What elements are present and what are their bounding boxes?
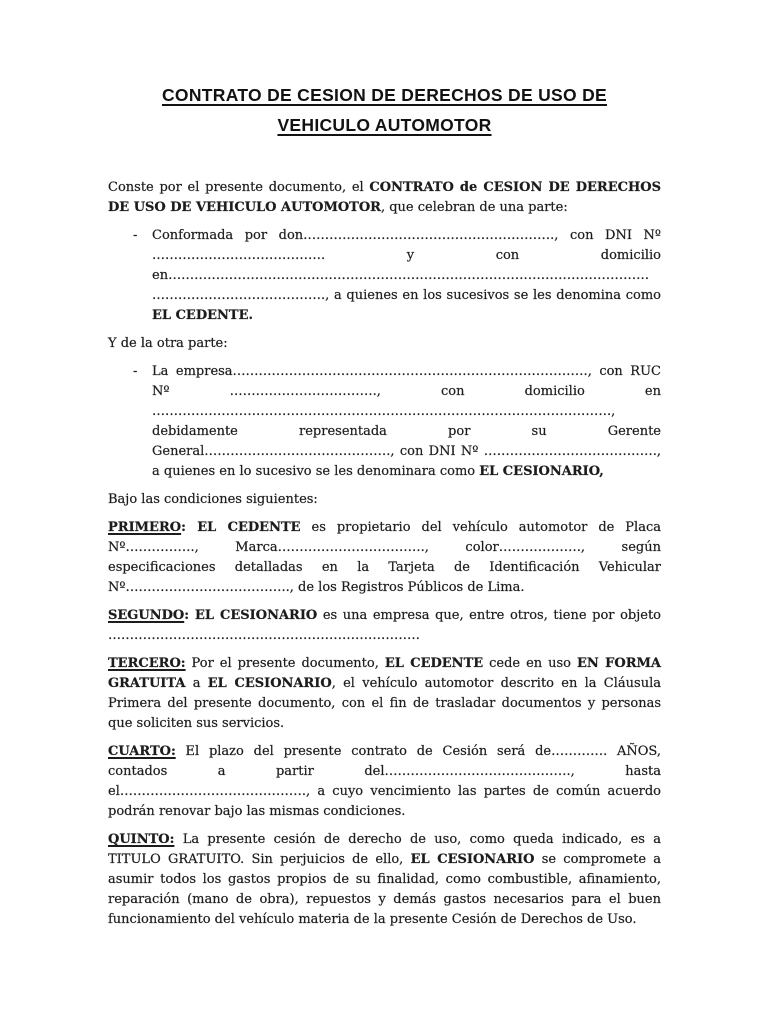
emphasis-text: EN FORMA GRATUITA [108, 656, 661, 691]
body-text: Conste por el presente documento, el [108, 180, 370, 195]
emphasis-text: QUINTO: [108, 832, 175, 847]
emphasis-text: CUARTO: [108, 744, 176, 759]
cedente-bullet [108, 226, 661, 326]
body-text: Por el presente documento, [185, 656, 385, 671]
other-party-line [108, 334, 661, 354]
body-text: a [185, 676, 208, 691]
bullet-text [152, 362, 661, 482]
emphasis-text: EL CEDENTE [384, 656, 484, 671]
bullet-dash-icon: - [133, 364, 138, 379]
emphasis-text: EL CESIONARIO, [479, 464, 604, 479]
clause-cuarto [108, 742, 661, 822]
emphasis-text: : [181, 520, 198, 535]
emphasis-text: EL CESIONARIO [207, 676, 332, 691]
body-text: Bajo las condiciones siguientes: [108, 492, 318, 507]
emphasis-text: : [184, 608, 195, 623]
body-text: Conformada por don…………………………………………………., con DNI Nº …………………………………. y con domicilio en……………………………………………………………………………………………………………………………………., a quienes en los sucesivos se les denomina como [152, 228, 661, 303]
cesionario-bullet [108, 362, 661, 482]
bullet-text [152, 226, 661, 326]
emphasis-text: EL CESIONARIO [195, 608, 318, 623]
document-title [108, 80, 661, 140]
body-text: La presente cesión de derecho de uso, como queda indicado, es a TITULO GRATUITO. Sin perjuicios de ello, [108, 832, 661, 867]
intro-paragraph [108, 178, 661, 218]
bullet-dash-icon: - [133, 228, 138, 243]
emphasis-text: EL CESIONARIO [410, 852, 535, 867]
body-text: , que celebran de una parte: [380, 200, 568, 215]
body-text: es propietario del vehículo automotor de Placa Nº……………., Marca……………………………., color………………., según especificaciones detalladas en la Tarjeta de Identificación Vehicular Nº……………………………….., de los Registros Públicos de Lima. [108, 520, 661, 595]
emphasis-text: EL CEDENTE [197, 520, 301, 535]
emphasis-text: PRIMERO [108, 520, 182, 535]
body-text: cede en uso [483, 656, 577, 671]
clause-primero [108, 518, 661, 598]
clause-segundo [108, 606, 661, 646]
body-text: La empresa………………………………………………………………………., con RUC Nº ……………………………., con domicilio en ……………………………………………………………………………………………., debidamente representada por su Gerente General……………………………………., con DNI Nº …………………………………., a quienes en lo sucesivo se les denominara como [152, 364, 661, 479]
body-text: El plazo del presente contrato de Cesión será de…………. AÑOS, contados a partir del……………………………………., hasta el……………………………………., a cuyo vencimiento las partes de común acuerdo podrán renovar bajo las mismas condiciones. [108, 744, 661, 819]
body-text: , el vehículo automotor descrito en la Cláusula Primera del presente documento, con el fin de trasladar documentos y personas que soliciten sus servicios. [108, 676, 661, 731]
emphasis-text: SEGUNDO [108, 608, 185, 623]
clause-quinto [108, 830, 661, 930]
body-text: Y de la otra parte: [108, 336, 228, 351]
conditions-line [108, 490, 661, 510]
body-text: se compromete a asumir todos los gastos propios de su finalidad, como combustible, afinamiento, reparación (mano de obra), repuestos y demás gastos necesarios para el buen funcionamiento del vehículo materia de la presente Cesión de Derechos de Uso. [108, 852, 662, 927]
clause-tercero [108, 654, 661, 734]
emphasis-text: EL CEDENTE. [152, 308, 254, 323]
body-text: es una empresa que, entre otros, tiene por objeto ……………………………………………………………… [108, 608, 662, 643]
title-line: CONTRATO DE CESION DE DERECHOS DE USO DE [161, 85, 607, 105]
emphasis-text: CONTRATO de CESION DE DERECHOS DE USO DE VEHICULO AUTOMOTOR [108, 180, 661, 215]
title-line: VEHICULO AUTOMOTOR [277, 115, 492, 135]
emphasis-text: TERCERO: [108, 656, 186, 671]
document-body [108, 178, 661, 930]
